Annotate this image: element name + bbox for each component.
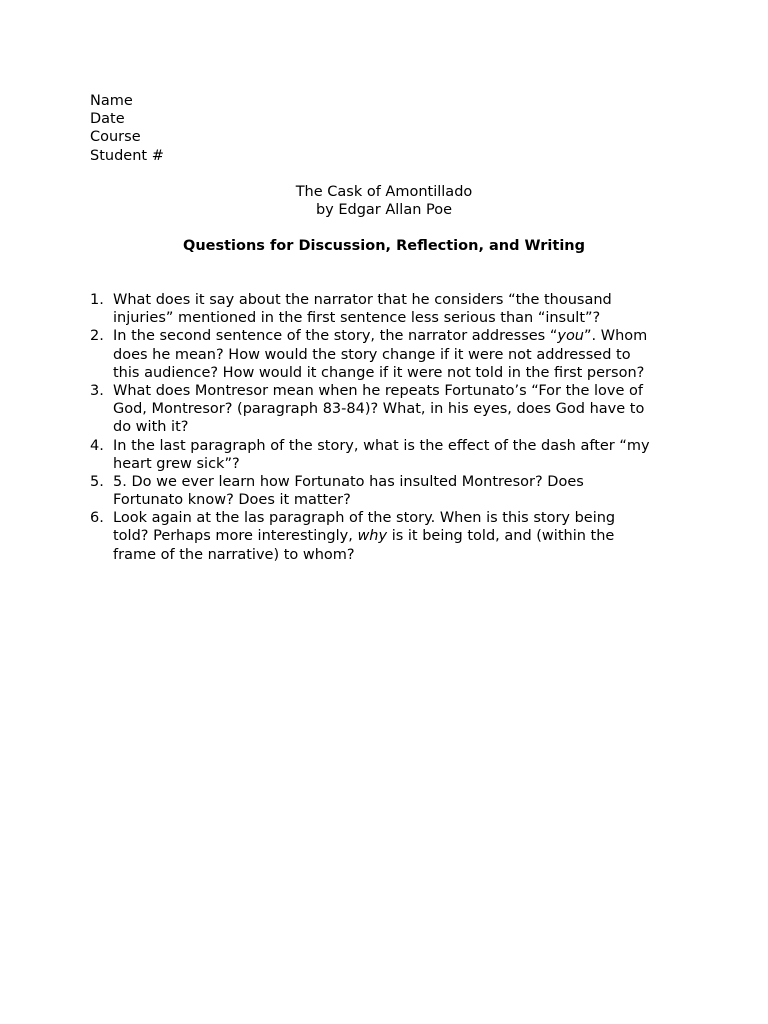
date-field-label: Date: [90, 111, 125, 128]
question-text-line: 5. Do we ever learn how Fortunato has insulted Montresor? Does: [113, 473, 584, 490]
name-field-label: Name: [90, 93, 133, 109]
question-emphasis: you: [557, 328, 585, 345]
question-text-segment: told? Perhaps more interestingly,: [113, 528, 358, 545]
question-number: 5.: [90, 473, 104, 490]
question-text-line: God, Montresor? (paragraph 83-84)? What, in his eyes, does God have to: [113, 401, 645, 418]
question-emphasis: why: [357, 528, 388, 545]
question-text-line: heart grew sick”?: [113, 455, 240, 472]
question-text-line: What does it say about the narrator that he considers “the thousand: [113, 292, 612, 308]
question-text-line: Look again at the las paragraph of the story. When is this story being: [113, 510, 616, 527]
list-item: [90, 291, 690, 327]
question-number: 2.: [90, 328, 104, 345]
title-block: [0, 183, 768, 219]
list-item: [90, 382, 690, 437]
question-text-line: Fortunato know? Does it matter?: [113, 492, 351, 509]
course-field-label: Course: [90, 129, 141, 146]
question-number: 3.: [90, 382, 104, 399]
question-text-line: [113, 327, 690, 345]
question-number: 1.: [90, 292, 104, 308]
list-item: [90, 437, 690, 473]
list-item: [90, 473, 690, 509]
question-number: 6.: [90, 510, 104, 527]
story-author: by Edgar Allan Poe: [315, 202, 453, 219]
student-info-fields: [90, 92, 164, 165]
list-item: [90, 327, 690, 382]
section-heading: Questions for Discussion, Reflection, and Writing: [183, 238, 585, 254]
question-list: [90, 291, 690, 564]
question-text-line: injuries” mentioned in the first sentence less serious than “insult”?: [113, 310, 601, 327]
question-text-line: does he mean? How would the story change if it were not addressed to: [113, 346, 631, 363]
story-title: The Cask of Amontillado: [295, 184, 473, 200]
question-text-segment: is it being told, and (within the: [387, 528, 615, 545]
question-text-line: In the last paragraph of the story, what is the effect of the dash after “my: [113, 437, 650, 454]
question-text-segment: ”. Whom: [584, 328, 648, 345]
question-text-line: What does Montresor mean when he repeats Fortunato’s “For the love of: [113, 382, 643, 399]
student-number-field-label: Student #: [90, 147, 164, 164]
question-text-segment: In the second sentence of the story, the narrator addresses “: [113, 328, 558, 345]
question-text-line: do with it?: [113, 419, 189, 436]
list-item: [90, 509, 690, 564]
question-text-line: [113, 527, 690, 545]
question-text-line: this audience? How would it change if it were not told in the first person?: [113, 364, 645, 381]
question-text-line: frame of the narrative) to whom?: [113, 546, 355, 563]
question-number: 4.: [90, 437, 104, 454]
